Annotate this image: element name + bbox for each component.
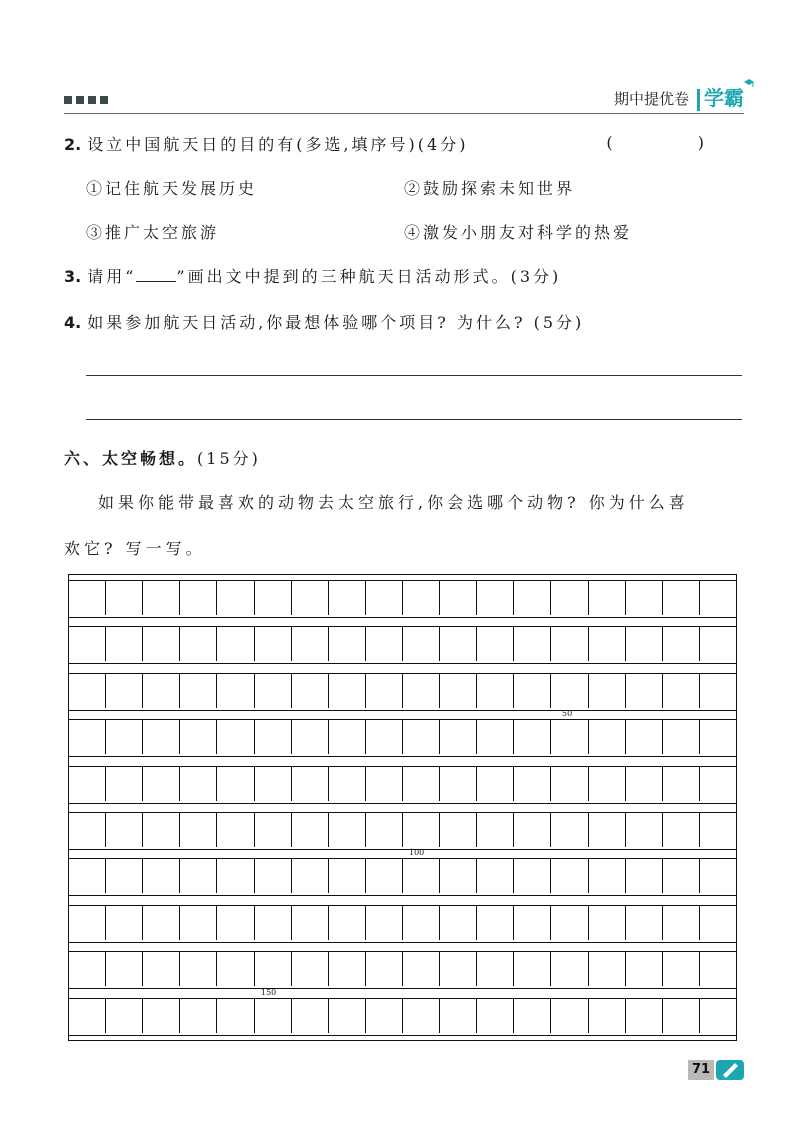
option-1: ①记住航天发展历史 [86,179,258,198]
grid-row[interactable] [68,719,736,757]
word-count-marker: 50 [562,709,573,718]
word-count-marker: 100 [409,848,425,857]
option-2: ②鼓励探索未知世界 [404,179,576,198]
grid-frame-right [736,574,737,1040]
grid-row[interactable] [68,905,736,943]
question-4-text: 如果参加航天日活动,你最想体验哪个项目? 为什么? (5分) [87,313,585,332]
option-3: ③推广太空旅游 [86,223,220,242]
grid-row[interactable] [68,951,736,989]
grid-row[interactable] [68,858,736,896]
answer-line-1[interactable] [86,375,742,376]
grid-row[interactable] [68,626,736,664]
question-2 [64,132,468,155]
question-2-text: 设立中国航天日的目的有(多选,填序号)(4分) [87,135,469,154]
question-3-text-before: 请用“ [87,267,137,286]
grid-row[interactable] [68,580,736,618]
header-decoration-squares [64,96,108,104]
grid-row-cells [68,767,736,801]
grid-row-cells [68,906,736,940]
question-3-text-after: ”画出文中提到的三种航天日活动形式。(3分) [176,267,562,286]
grid-row[interactable] [68,766,736,804]
grid-row-cells [68,859,736,893]
section-6-heading [64,446,261,469]
section-6-prompt-line-1: 如果你能带最喜欢的动物去太空旅行,你会选哪个动物? 你为什么喜 [98,493,689,512]
word-count-marker: 150 [261,988,277,997]
section-6-points: (15分) [197,449,261,468]
exam-title: 期中提优卷 [613,90,689,108]
brand-logo: 学霸 [704,86,744,110]
brand-divider [697,89,700,111]
grid-row-cells [68,581,736,615]
grid-row-cells [68,999,736,1033]
grid-row[interactable] [68,998,736,1036]
question-4 [64,310,584,333]
graduation-cap-icon [744,78,754,88]
grid-row[interactable] [68,812,736,850]
grid-row-cells [68,627,736,661]
question-number: 4. [64,313,82,332]
question-number: 3. [64,267,82,286]
grid-frame-top [68,574,737,575]
header-brand-area [614,82,744,111]
answer-parentheses[interactable]: ( ) [606,133,744,152]
answer-line-2[interactable] [86,419,742,420]
grid-row-cells [68,720,736,754]
grid-row-cells [68,674,736,708]
section-6-title: 六、太空畅想。 [64,449,198,468]
grid-row[interactable] [68,673,736,711]
question-number: 2. [64,135,82,154]
option-4: ④激发小朋友对科学的热爱 [404,223,633,242]
question-3 [64,264,561,287]
page-number: 71 [688,1060,714,1080]
section-6-prompt-line-2: 欢它? 写一写。 [64,539,206,558]
underline-sample [136,267,176,282]
grid-row-cells [68,813,736,847]
header-rule [64,113,744,114]
grid-frame-bottom [68,1040,737,1041]
pencil-icon [716,1058,744,1082]
grid-row-cells [68,952,736,986]
